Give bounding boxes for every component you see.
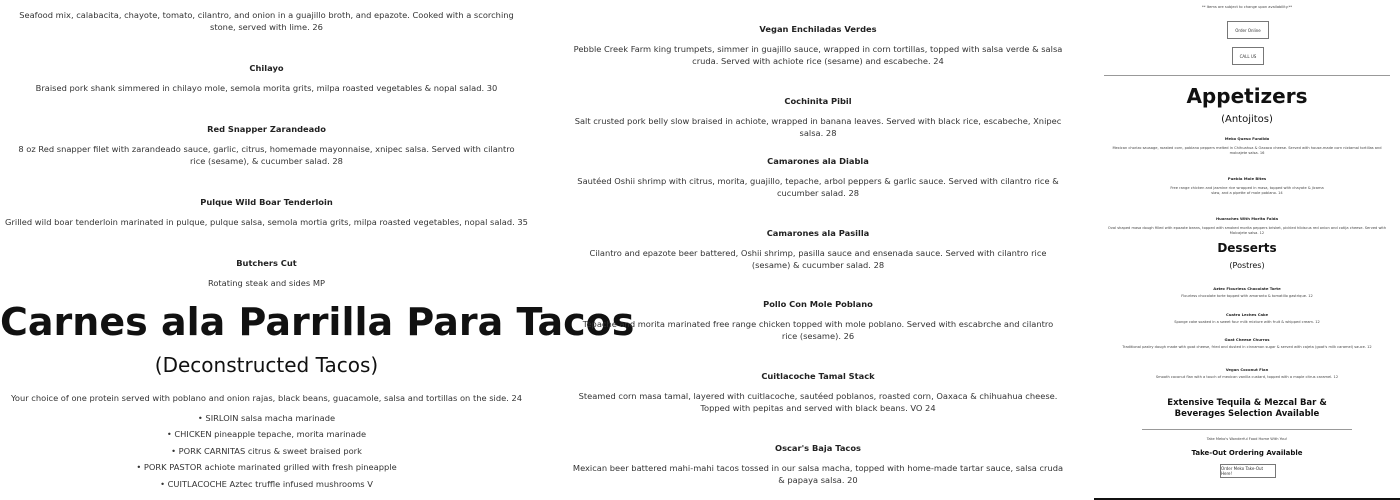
- item-description: Braised pork shank simmered in chilayo mole, semola morita grits, milpa roasted vegetables & nopal salad. 30: [35, 83, 498, 93]
- list-item: • CHICKEN pineapple tepache, morita marinade: [0, 426, 533, 442]
- item-title: Cuitlacoche Tamal Stack: [761, 371, 875, 381]
- list-item: • SIRLOIN salsa macha marinade: [0, 410, 533, 426]
- item-title: Camarones ala Diabla: [767, 156, 869, 166]
- section-title: Carnes ala Parrilla Para Tacos: [0, 300, 635, 344]
- takeout-note: Take Meko's Wonderful Food Home With You!: [1206, 437, 1288, 441]
- item-description: Rotating steak and sides MP: [207, 278, 326, 288]
- divider: [1104, 75, 1390, 76]
- item-description: Tepache and morita marinated free range chicken topped with mole poblano. Served with escabrche and cilantro rice (sesame). 26: [582, 319, 1054, 341]
- item-description: Salt crusted pork belly slow braised in achiote, wrapped in banana leaves. Served with black rice, escabeche, Xnipec salsa. 28: [574, 116, 1062, 138]
- menu-column-center: [563, 0, 1073, 500]
- item-description: Smooth coconut flan with a touch of mexican vanilla custard, topped with a maple citrus caramel. 12: [1155, 375, 1339, 379]
- item-description: Grilled wild boar tenderloin marinated in pulque, pulque salsa, semola mortia grits, milpa roasted vegetables, nopal salad. 35: [5, 217, 528, 227]
- item-title: Vegan Enchiladas Verdes: [759, 24, 877, 34]
- item-title: Huaraches With Morita Falda: [1215, 216, 1279, 221]
- item-description: Mexican chorizo sausage, roasted corn, poblano peppers melted in Chihuahua & Oaxaca cheese. Served with house-made corn nixtamal tortillas and molcajete salsa. 16: [1112, 146, 1382, 155]
- item-title: Oscar's Baja Tacos: [775, 443, 861, 453]
- divider: [1142, 429, 1352, 430]
- availability-notice: ** Items are subject to change upon availability.**: [1201, 5, 1293, 9]
- item-title: Camarones ala Pasilla: [766, 228, 870, 238]
- item-title: Pulque Wild Boar Tenderloin: [200, 197, 333, 207]
- appetizers-title: Appetizers: [1186, 84, 1308, 108]
- item-title: Red Snapper Zarandeado: [207, 124, 326, 134]
- item-title: Cuatro Leches Cake: [1225, 312, 1269, 317]
- order-takeout-button[interactable]: Order Meko Take-Out Here!: [1220, 464, 1276, 478]
- menu-preview-right: [1094, 0, 1400, 500]
- item-title: Vegan Coconut Flan: [1225, 367, 1269, 372]
- list-item: • CUITLACOCHE Aztec truffle infused mushrooms V: [0, 476, 533, 492]
- item-description: Pebble Creek Farm king trumpets, simmer in guajillo sauce, wrapped in corn tortillas, topped with salsa verde & salsa cruda. Served with achiote rice (sesame) and escabeche. 24: [573, 44, 1063, 66]
- item-description: Sponge cake soaked in a sweet four milk mixture with fruit & whipped cream. 12: [1174, 320, 1320, 324]
- item-description: Oval shaped masa dough filled with epazote beans, topped with smoked morita peppers brisket, pickled hibiscus red onion and cotija cheese. Served with Molcajete salsa. 12: [1107, 226, 1387, 235]
- item-title: Meko Queso Fundido: [1224, 136, 1270, 141]
- item-title: Butchers Cut: [236, 258, 297, 268]
- order-online-button[interactable]: Order Online: [1227, 21, 1269, 39]
- item-title: Goat Cheese Churros: [1224, 337, 1270, 342]
- desserts-subtitle: (Postres): [1229, 261, 1265, 270]
- list-item: • PORK CARNITAS citrus & sweet braised pork: [0, 443, 533, 459]
- menu-column-left: [0, 0, 635, 500]
- item-description: Flourless chocolate torte topped with amaranto & tomatillo gastrique. 12: [1181, 294, 1313, 298]
- desserts-title: Desserts: [1217, 241, 1277, 255]
- bar-announcement: Extensive Tequila & Mezcal Bar & Beverages Selection Available: [1167, 398, 1327, 419]
- item-description: Free range chicken and jasmine rice wrapped in masa, topped with chayote & jicama slaw, and a pipette of mole poblano. 14: [1170, 186, 1324, 195]
- item-description: Cilantro and epazote beer battered, Oshii shrimp, pasilla sauce and ensenada sauce. Served with cilantro rice (sesame) & cucumber salad. 28: [589, 248, 1047, 270]
- item-title: Chilayo: [249, 63, 284, 73]
- item-title: Puebla Mole Bites: [1227, 176, 1267, 181]
- item-title: Cochinita Pibil: [784, 96, 852, 106]
- item-description: Seafood mix, calabacita, chayote, tomato, cilantro, and onion in a guajillo broth, and epazote. Cooked with a scorching stone, served with lime. 26: [19, 10, 514, 32]
- item-description: Steamed corn masa tamal, layered with cuitlacoche, sautéed poblanos, roasted corn, Oaxaca & chihuahua cheese. Topped with pepitas and served with black beans. VO 24: [578, 391, 1058, 413]
- section-description: Your choice of one protein served with poblano and onion rajas, black beans, guacamole, salsa and tortillas on the side. 24: [10, 393, 523, 403]
- item-description: Traditional pastry dough made with goat cheese, fried and dusted in cinnamon sugar & served with cajeta (goat's milk caramel) sauce. 12: [1122, 345, 1372, 349]
- item-title: Pollo Con Mole Poblano: [763, 299, 873, 309]
- item-title: Aztec Flourless Chocolate Torte: [1213, 286, 1281, 291]
- protein-list: [0, 410, 533, 492]
- call-us-button[interactable]: CALL US: [1232, 47, 1264, 65]
- appetizers-subtitle: (Antojitos): [1221, 114, 1273, 125]
- item-description: Sautéed Oshii shrimp with citrus, morita, guajillo, tepache, arbol peppers & garlic sauce. Served with cilantro rice & cucumber salad. 28: [577, 176, 1059, 198]
- item-description: Mexican beer battered mahi-mahi tacos tossed in our salsa macha, topped with home-made tartar sauce, salsa cruda & papaya salsa. 20: [572, 463, 1064, 485]
- section-subtitle: (Deconstructed Tacos): [154, 353, 379, 377]
- takeout-title: Take-Out Ordering Available: [1191, 449, 1303, 457]
- list-item: • PORK PASTOR achiote marinated grilled with fresh pineapple: [0, 459, 533, 475]
- item-description: 8 oz Red snapper filet with zarandeado sauce, garlic, citrus, homemade mayonnaise, xnipec salsa. Served with cilantro rice (sesame), & cucumber salad. 28: [18, 144, 515, 166]
